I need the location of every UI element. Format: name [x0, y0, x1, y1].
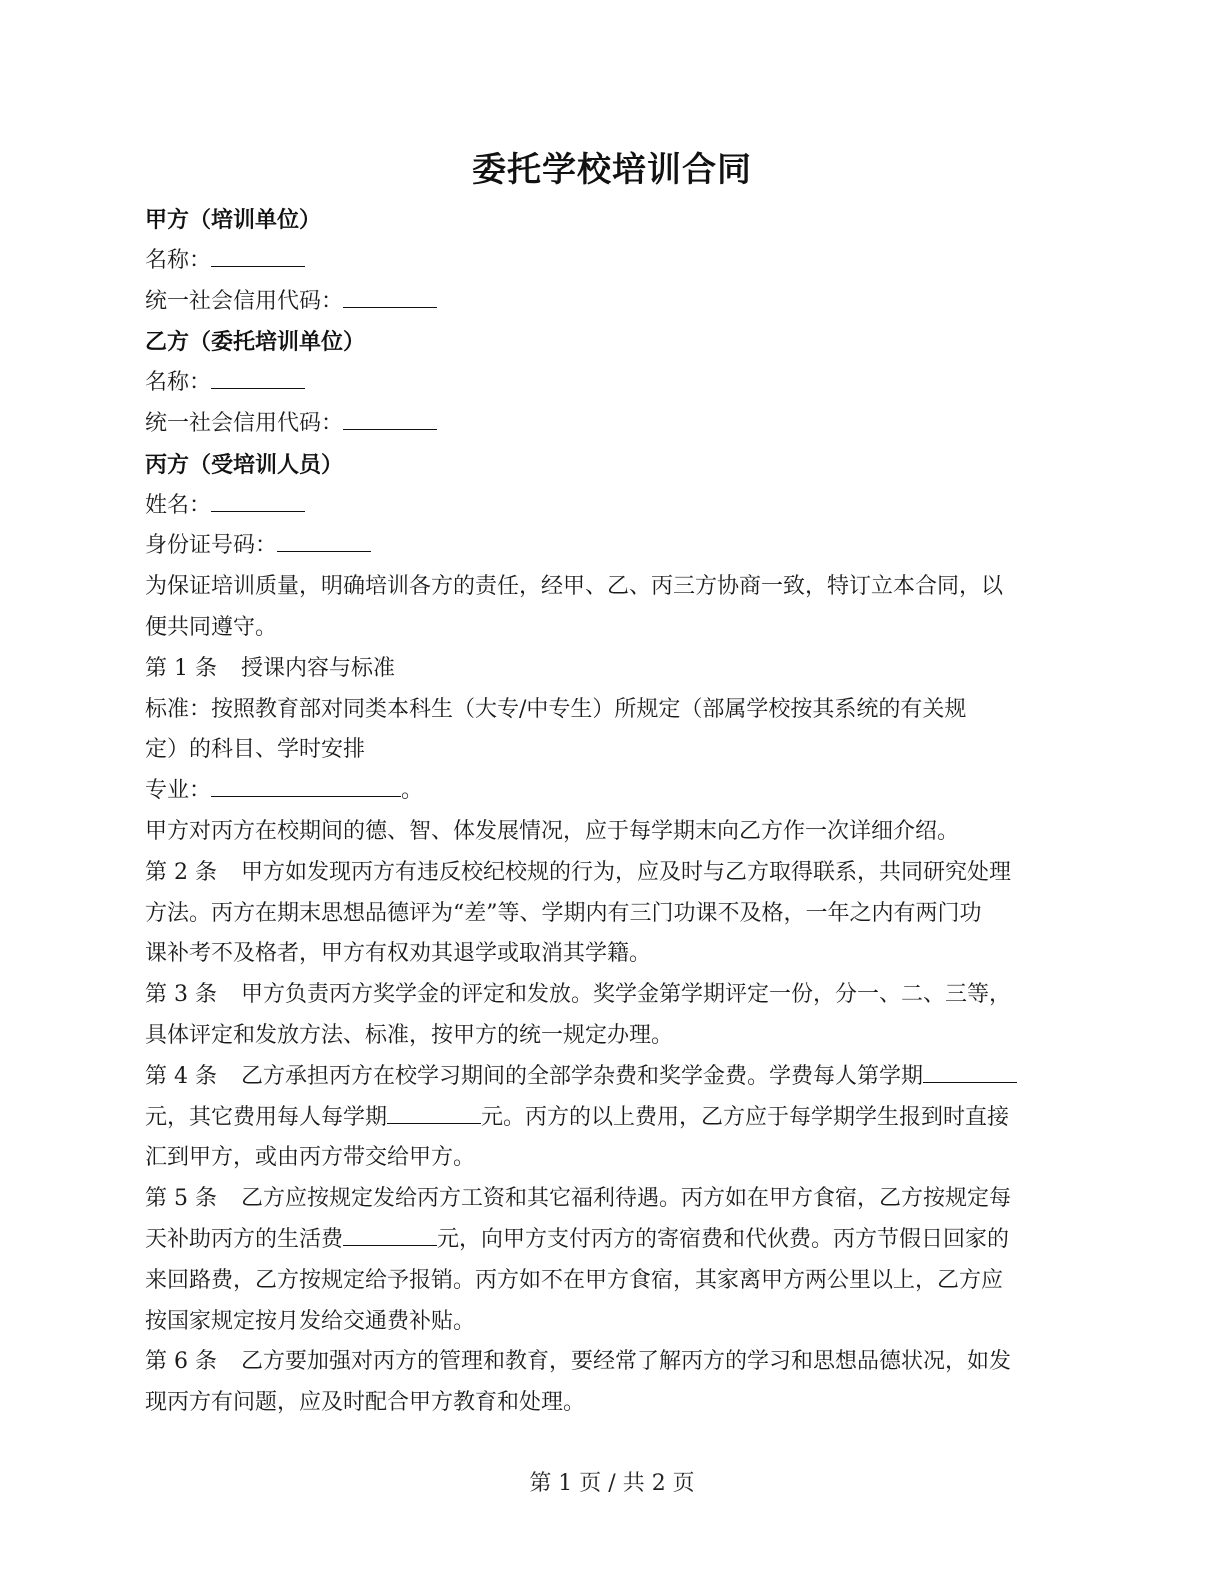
- living-allowance-blank: [343, 1223, 437, 1246]
- party-c-heading: 丙方（受培训人员）: [145, 451, 344, 478]
- article-2-line-3: 课补考不及格者，甲方有权劝其退学或取消其学籍。: [145, 941, 652, 967]
- article-4-line-2: [145, 1098, 1075, 1139]
- article-3-line-1: [145, 975, 1075, 1016]
- major-end: 。: [401, 778, 424, 804]
- party-a-credit-blank: [343, 285, 437, 308]
- page-indicator: 第 1 页 / 共 2 页: [529, 1471, 695, 1496]
- article-4-text-2b: 元。丙方的以上费用，乙方应于每学期学生报到时直接: [481, 1104, 1010, 1130]
- party-a-name-row: [145, 241, 1075, 282]
- party-b-credit-label: 统一社会信用代码：: [145, 410, 344, 436]
- article-1-heading: [145, 649, 1075, 690]
- party-b-name-blank: [211, 366, 305, 389]
- article-1-standard-2: 定）的科目、学时安排: [145, 737, 366, 763]
- article-6-line-1: [145, 1342, 1075, 1383]
- party-c-id-blank: [277, 529, 371, 552]
- article-2-line-2: 方法。丙方在期末思想品德评为“差”等、学期内有三门功课不及格，一年之内有两门功: [145, 900, 982, 926]
- article-1-major-row: [145, 771, 1075, 812]
- article-6-num: 第 6 条: [145, 1349, 217, 1375]
- article-5-line-4: 按国家规定按月发给交通费补贴。: [145, 1308, 476, 1334]
- article-4-text-2a: 元，其它费用每人每学期: [145, 1104, 388, 1130]
- major-blank: [211, 774, 401, 797]
- party-a-heading: 甲方（培训单位）: [145, 207, 322, 233]
- party-b-credit-row: [145, 404, 1075, 445]
- article-2-text-1: 甲方如发现丙方有违反校纪校规的行为，应及时与乙方取得联系，共同研究处理: [240, 859, 1011, 885]
- document-title: 委托学校培训合同: [472, 150, 752, 190]
- party-c-id-label: 身份证号码：: [145, 533, 278, 559]
- party-a-credit-label: 统一社会信用代码：: [145, 288, 344, 314]
- party-a-name-blank: [211, 244, 305, 267]
- article-3-text-1: 甲方负责丙方奖学金的评定和发放。奖学金第学期评定一份，分一、二、三等，: [240, 982, 1011, 1008]
- article-5-line-3: 来回路费，乙方按规定给予报销。丙方如不在甲方食宿，其家离甲方两公里以上，乙方应: [145, 1267, 1004, 1293]
- article-5-text-1: 乙方应按规定发给丙方工资和其它福利待遇。丙方如在甲方食宿，乙方按规定每: [240, 1186, 1011, 1212]
- article-4-line-3: 汇到甲方，或由丙方带交给甲方。: [145, 1145, 476, 1171]
- other-fees-blank: [387, 1101, 481, 1124]
- article-4-line-1: [145, 1057, 1075, 1098]
- party-b-name-row: [145, 363, 1075, 404]
- article-2-num: 第 2 条: [145, 859, 217, 885]
- article-3-line-2: 具体评定和发放方法、标准，按甲方的统一规定办理。: [145, 1022, 674, 1048]
- article-5-num: 第 5 条: [145, 1186, 217, 1212]
- article-1-num: 第 1 条: [145, 655, 217, 681]
- party-b-credit-blank: [343, 407, 437, 430]
- party-a-credit-row: [145, 282, 1075, 323]
- article-5-text-2a: 天补助丙方的生活费: [145, 1226, 344, 1252]
- party-c-id-row: [145, 526, 1075, 567]
- article-1-title: 授课内容与标准: [240, 655, 395, 681]
- party-c-name-blank: [211, 489, 305, 512]
- preamble-line-1: 为保证培训质量，明确培训各方的责任，经甲、乙、丙三方协商一致，特订立本合同，以: [145, 574, 1004, 600]
- article-1-report: 甲方对丙方在校期间的德、智、体发展情况，应于每学期末向乙方作一次详细介绍。: [145, 818, 960, 844]
- article-6-line-2: 现丙方有问题，应及时配合甲方教育和处理。: [145, 1390, 586, 1416]
- article-4-num: 第 4 条: [145, 1063, 217, 1089]
- article-5-text-2b: 元，向甲方支付丙方的寄宿费和代伙费。丙方节假日回家的: [437, 1226, 1010, 1252]
- preamble-line-2: 便共同遵守。: [145, 614, 278, 640]
- article-2-line-1: [145, 853, 1075, 894]
- article-1-standard-1: 标准：按照教育部对同类本科生（大专/中专生）所规定（部属学校按其系统的有关规: [145, 696, 967, 722]
- party-b-heading: 乙方（委托培训单位）: [145, 329, 366, 356]
- article-3-num: 第 3 条: [145, 982, 217, 1008]
- party-c-name-row: [145, 486, 1075, 527]
- article-6-text-1: 乙方要加强对丙方的管理和教育，要经常了解丙方的学习和思想品德状况，如发: [240, 1349, 1011, 1375]
- article-4-text-1: 乙方承担丙方在校学习期间的全部学杂费和奖学金费。学费每人第学期: [240, 1063, 923, 1089]
- tuition-blank: [923, 1060, 1017, 1083]
- party-a-name-label: 名称：: [145, 247, 212, 273]
- major-label: 专业：: [145, 778, 212, 804]
- article-5-line-2: [145, 1220, 1075, 1261]
- document-body: [145, 200, 1075, 1424]
- party-c-name-label: 姓名：: [145, 492, 212, 518]
- article-5-line-1: [145, 1179, 1075, 1220]
- party-b-name-label: 名称：: [145, 370, 212, 396]
